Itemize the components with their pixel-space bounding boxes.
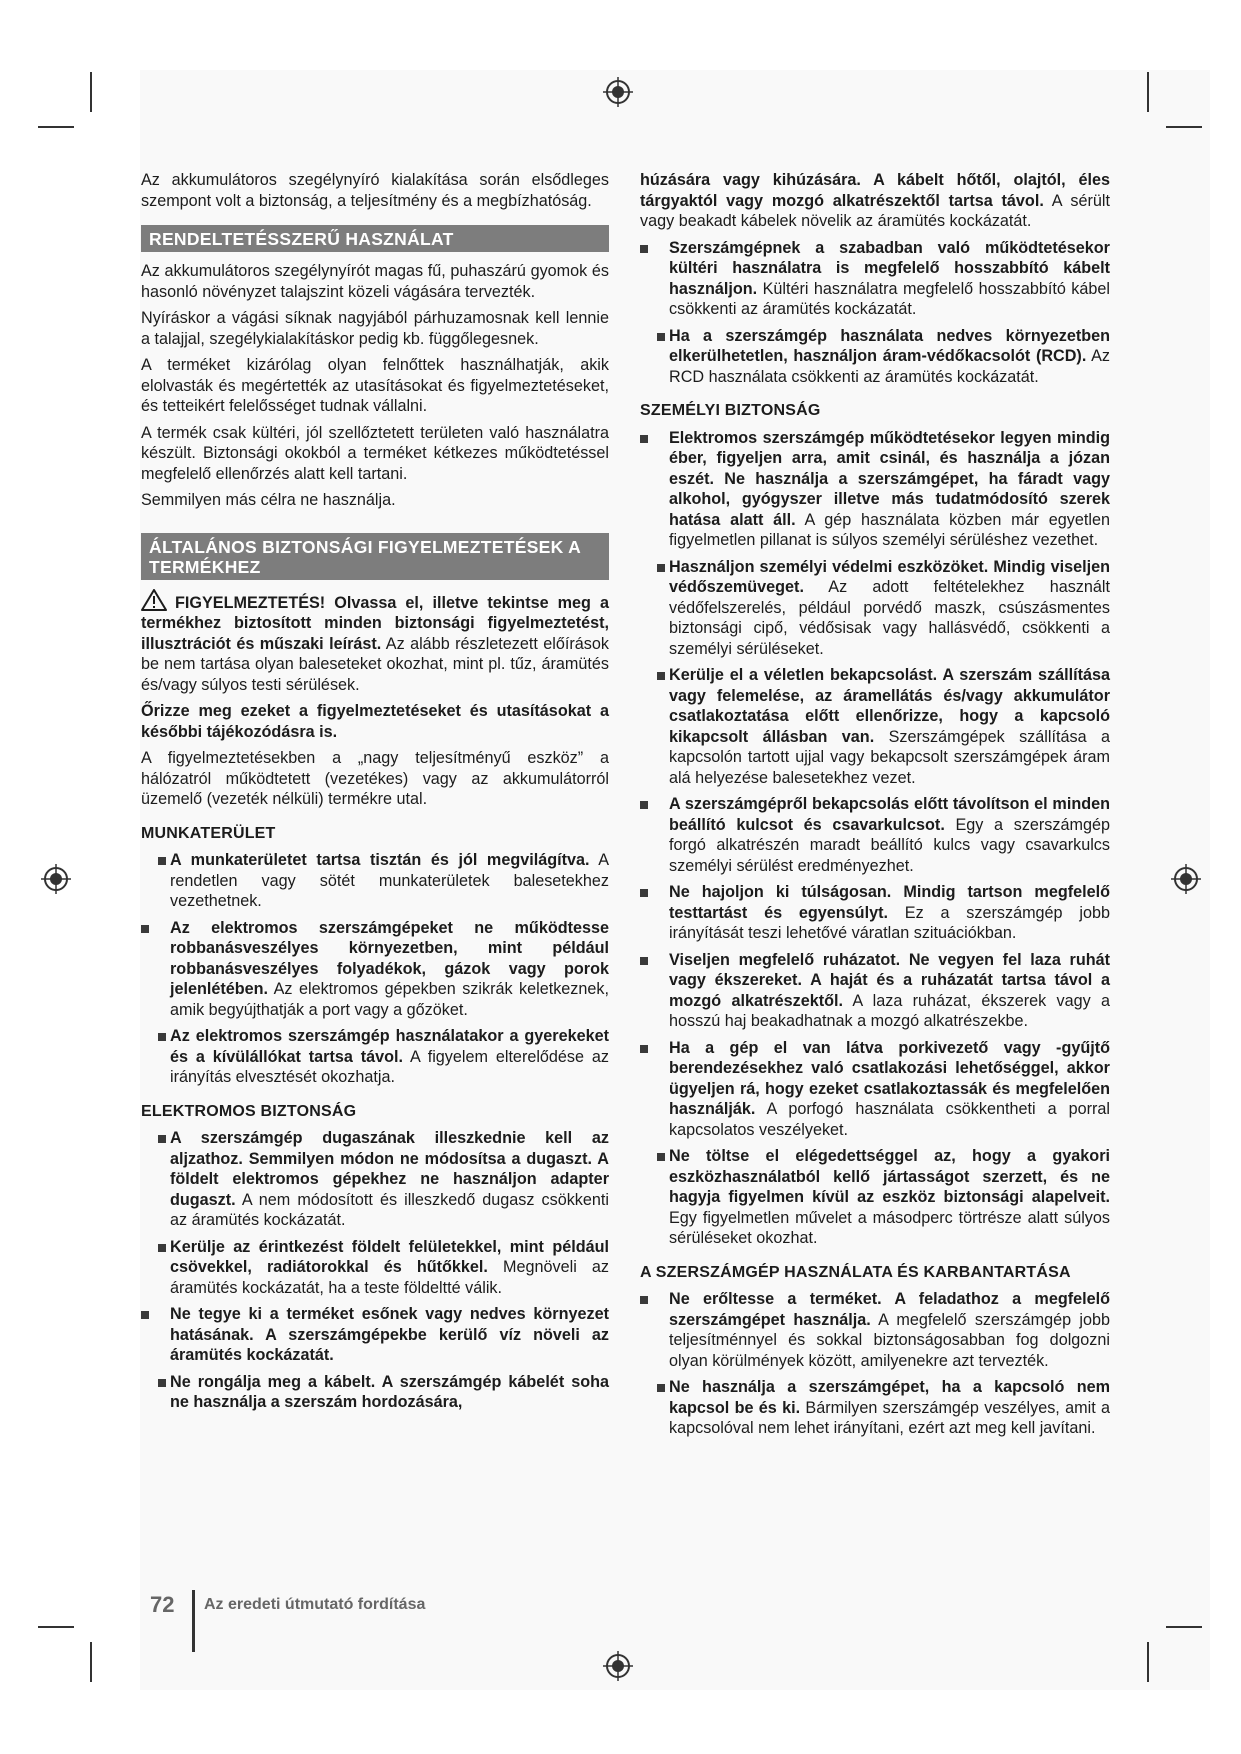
item-bold: Ha a gép el van látva porkivezető vagy -gyűjtő berendezésekhez való csatlakozási lehetőséggel, akkor ügyeljen rá, hogy ezeket csatlakoztassák és megfelelően használják. — [669, 1038, 1110, 1118]
subheading-tool-use-maintenance: A SZERSZÁMGÉP HASZNÁLATA ÉS KARBANTARTÁSA — [640, 1263, 1071, 1281]
item-bold: Ne erőltesse a terméket. A feladathoz a megfelelő szerszámgépet használja. — [669, 1290, 1110, 1329]
item-text: A figyelem elterelődése az irányítás elvesztését okozhatja. — [170, 1047, 609, 1086]
list-item — [141, 1372, 609, 1413]
item-bold: Ha a szerszámgép használata nedves környezetben elkerülhetetlen, használjon áram-védőkacsolót (RCD). — [669, 326, 1110, 365]
paragraph: A termék csak kültéri, jól szellőztetett területen való használatra készült. Biztonsági okokból a terméket kétkezes működtetéssel megfelelő ellenőrzés alatt kell tartani. — [141, 423, 609, 483]
item-text: A megfelelő szerszámgép jobb teljesítménnyel és sokkal biztonságosabban fog dolgozni olyan körülmények között, amilyenekre azt tervezték. — [669, 1310, 1110, 1370]
item-bold: Viseljen megfelelő ruházatot. Ne vegyen fel laza ruhát vagy ékszereket. A haját és a ruházatát tartsa távol a mozgó alkatrészektől. — [669, 950, 1110, 1010]
list-item — [640, 326, 1110, 388]
list-item — [640, 1038, 1110, 1141]
item-bold: A munkaterületet tartsa tisztán és jól megvilágítva. — [170, 851, 590, 869]
intro-paragraph: Az akkumulátoros szegélynyíró kialakítása során elsődleges szempont volt a biztonság, a teljesítmény és a megbízhatóság. — [141, 171, 609, 210]
registration-mark-icon — [603, 1651, 633, 1681]
warning-bold-text: FIGYELMEZTETÉS! Olvassa el, illetve tekintse meg a termékhez biztosított minden biztonsági figyelmeztetést, illusztrációt és műszaki leírást. — [141, 593, 609, 653]
item-text: Ez a szerszámgép jobb irányítását teszi lehetővé váratlan szituációkban. — [669, 903, 1110, 942]
item-bold: Kerülje el a véletlen bekapcsolást. A szerszám szállítása vagy felemelése, az áramellátás és/vagy akkumulátor csatlakoztatása előtt ellenőrizze, hogy a kapcsoló kikapcsolt állásban van. — [669, 666, 1110, 746]
keep-instructions-note — [141, 701, 609, 742]
item-text: A rendetlen vagy sötét munkaterületek balesetekhez vezethetnek. — [170, 851, 609, 910]
list-item — [640, 557, 1110, 660]
subheading-work-area: MUNKATERÜLET — [141, 824, 276, 842]
left-column — [141, 170, 609, 1419]
item-text: A nem módosított és illeszkedő dugasz csökkenti az áramütés kockázatát. — [170, 1190, 609, 1229]
footer-text: Az eredeti útmutató fordítása — [204, 1596, 426, 1613]
item-text: A sérült vagy beakadt kábelek növelik az áramütés kockázatát. — [640, 191, 1111, 230]
item-bold: A szerszámgépről bekapcsolás előtt távolítson el minden beállító kulcsot és csavarkulcsot. — [669, 795, 1110, 834]
item-text: Egy figyelmetlen művelet a másodperc törtrésze alatt súlyos sérüléseket okozhat. — [669, 1208, 1110, 1247]
crop-mark — [1166, 1626, 1202, 1628]
item-text: Kültéri használatra megfelelő hosszabbító kábel csökkenti az áramütés kockázatát. — [669, 279, 1110, 318]
list-item — [640, 950, 1110, 1032]
item-bold: Ne tegye ki a terméket esőnek vagy nedves környezet hatásának. A szerszámgépekbe kerülő víz növeli az áramütés kockázatát. — [170, 1305, 609, 1364]
crop-mark — [90, 72, 92, 112]
list-item — [640, 665, 1110, 788]
item-text: Az RCD használata csökkenti az áramütés kockázatát. — [669, 347, 1110, 386]
crop-mark — [38, 1626, 74, 1628]
item-bold: Az elektromos szerszámgép használatakor a gyerekeket és a kívülállókat tartsa távol. — [170, 1027, 609, 1066]
item-bold: Használjon személyi védelmi eszközöket. Mindig viseljen védőszemüveget. — [669, 557, 1110, 596]
warning-triangle-icon — [141, 589, 167, 611]
item-text: Megnöveli az áramütés kockázatát, ha a teste földeltté válik. — [170, 1258, 609, 1297]
crop-mark — [1166, 126, 1202, 128]
crop-mark — [38, 126, 74, 128]
term-note-paragraph: A figyelmeztetésekben a „nagy teljesítményű eszköz” a hálózatról működtetett (vezetékes) vagy az akkumulátorról üzemelő (vezeték nélküli) termékre utal. — [141, 749, 609, 808]
paragraph: Nyíráskor a vágási síknak nagyjából párhuzamosnak kell lennie a talajjal, szegélykialakításkor pedig kb. függőlegesnek. — [141, 309, 609, 348]
list-item — [640, 428, 1110, 551]
item-bold: Ne rongálja meg a kábelt. A szerszámgép kábelét soha ne használja a szerszám hordozására, — [170, 1372, 609, 1411]
item-bold: Ne töltse el elégedettséggel az, hogy a gyakori eszközhasználatból kellő jártasságot szerzett, és ne hagyja figyelmen kívül az eszköz biztonsági alapelveit. — [669, 1147, 1110, 1206]
item-text: A porfogó használata csökkentheti a porral kapcsolatos veszélyeket. — [669, 1100, 1110, 1139]
footer-divider — [192, 1590, 195, 1652]
item-bold: Elektromos szerszámgép működtetésekor legyen mindig éber, figyeljen arra, amit csinál, és használja a józan eszét. Ne használja a szerszámgépet, ha fáradt vagy alkohol, gyógyszer illetve más tudatmódosító szerek hatása alatt áll. — [669, 428, 1110, 529]
item-text: A laza ruházat, ékszerek vagy a hosszú haj beakadhatnak a mozgó alkatrészekbe. — [669, 991, 1110, 1030]
warning-text: Az alább részletezett előírások be nem tartása olyan baleseteket okozhat, mint pl. tűz, áramütés és/vagy súlyos testi sérülések. — [141, 634, 609, 694]
item-bold: A szerszámgép dugaszának illeszkednie kell az aljzathoz. Semmilyen módon ne módosítsa a dugaszt. A földelt elektromos gépekhez ne használjon adapter dugaszt. — [170, 1129, 609, 1209]
list-item — [141, 1128, 609, 1231]
crop-mark — [1147, 72, 1149, 112]
item-bold: Az elektromos szerszámgépeket ne működtesse robbanásveszélyes környezetben, mint például robbanásveszélyes folyadékok, gázok vagy porok jelenlétében. — [170, 918, 609, 998]
paragraph: A terméket kizárólag olyan felnőttek használhatják, akik elolvasták és megértették az utasításokat és figyelmeztetéseket, és tetteikért felelősséget tudnak vállalni. — [141, 356, 609, 415]
item-bold: Szerszámgépnek a szabadban való működtetésekor kültéri használatra is megfelelő hosszabbító kábelt használjon. — [669, 238, 1110, 298]
section-heading-intended-use: RENDELTETÉSSZERŰ HASZNÁLAT — [141, 225, 609, 252]
list-item — [141, 918, 609, 1021]
list-item — [640, 1289, 1110, 1371]
subheading-electrical-safety: ELEKTROMOS BIZTONSÁG — [141, 1102, 357, 1120]
item-text: A gép használata közben már egyetlen figyelmetlen pillanat is súlyos személyi sérüléshez vezethet. — [669, 510, 1110, 549]
item-bold: Ne hajoljon ki túlságosan. Mindig tartson megfelelő testtartást és egyensúlyt. — [669, 883, 1110, 922]
list-item — [640, 882, 1110, 944]
registration-mark-icon — [603, 77, 633, 107]
item-bold: Ne használja a szerszámgépet, ha a kapcsoló nem kapcsol be és ki. — [669, 1378, 1110, 1417]
paragraph: Az akkumulátoros szegélynyírót magas fű, puhaszárú gyomok és hasonló növényzet talajszint közeli vágására tervezték. — [141, 262, 609, 301]
warning-paragraph — [141, 589, 609, 696]
crop-mark — [1147, 1642, 1149, 1682]
registration-mark-icon — [41, 864, 71, 894]
list-item — [640, 1377, 1110, 1439]
list-item — [141, 1237, 609, 1299]
item-bold: Kerülje az érintkezést földelt felületekkel, mint például csövekkel, radiátorokkal és hűtőkkel. — [170, 1237, 609, 1276]
registration-mark-icon — [1171, 864, 1201, 894]
item-text: Szerszámgépek szállítása a kapcsolón tartott ujjal vagy bekapcsolt szerszámgépek áram alá helyezése balesetekhez vezet. — [669, 727, 1110, 787]
list-item — [141, 1304, 609, 1366]
item-text: Az adott feltételekhez használt védőfelszerelés, például porvédő maszk, csúszásmentes biztonsági cipő, védősisak vagy hallásvédő, csökkenti a személyi sérüléseket. — [669, 578, 1110, 658]
subheading-personal-safety: SZEMÉLYI BIZTONSÁG — [640, 402, 821, 419]
list-item — [640, 238, 1110, 320]
item-bold: húzására vagy kihúzására. A kábelt hőtől, olajtól, éles tárgyaktól vagy mozgó alkatrészektől tartsa távol. — [640, 171, 1110, 210]
crop-mark — [90, 1642, 92, 1682]
item-text: Bármilyen szerszámgép veszélyes, amit a kapcsolóval nem lehet irányítani, ezért azt meg kell javítani. — [669, 1398, 1110, 1437]
item-text: Az elektromos gépekben szikrák keletkeznek, amik begyújthatják a port vagy a gőzöket. — [170, 980, 609, 1019]
list-item — [640, 1146, 1110, 1249]
page-number: 72 — [150, 1592, 175, 1617]
item-text: Egy a szerszámgép forgó alkatrészén maradt beállító kulcs vagy csavarkulcs személyi sérülést eredményezhet. — [669, 815, 1110, 875]
list-item — [141, 850, 609, 912]
list-item — [141, 1026, 609, 1088]
paragraph: Semmilyen más célra ne használja. — [141, 491, 396, 509]
list-item — [640, 794, 1110, 876]
continued-paragraph — [640, 170, 1110, 232]
keep-instructions-bold: Őrizze meg ezeket a figyelmeztetéseket és utasításokat a későbbi tájékozódásra is. — [141, 702, 609, 741]
right-column — [640, 170, 1110, 1445]
section-heading-general-safety: ÁLTALÁNOS BIZTONSÁGI FIGYELMEZTETÉSEK A TERMÉKHEZ — [141, 533, 609, 580]
